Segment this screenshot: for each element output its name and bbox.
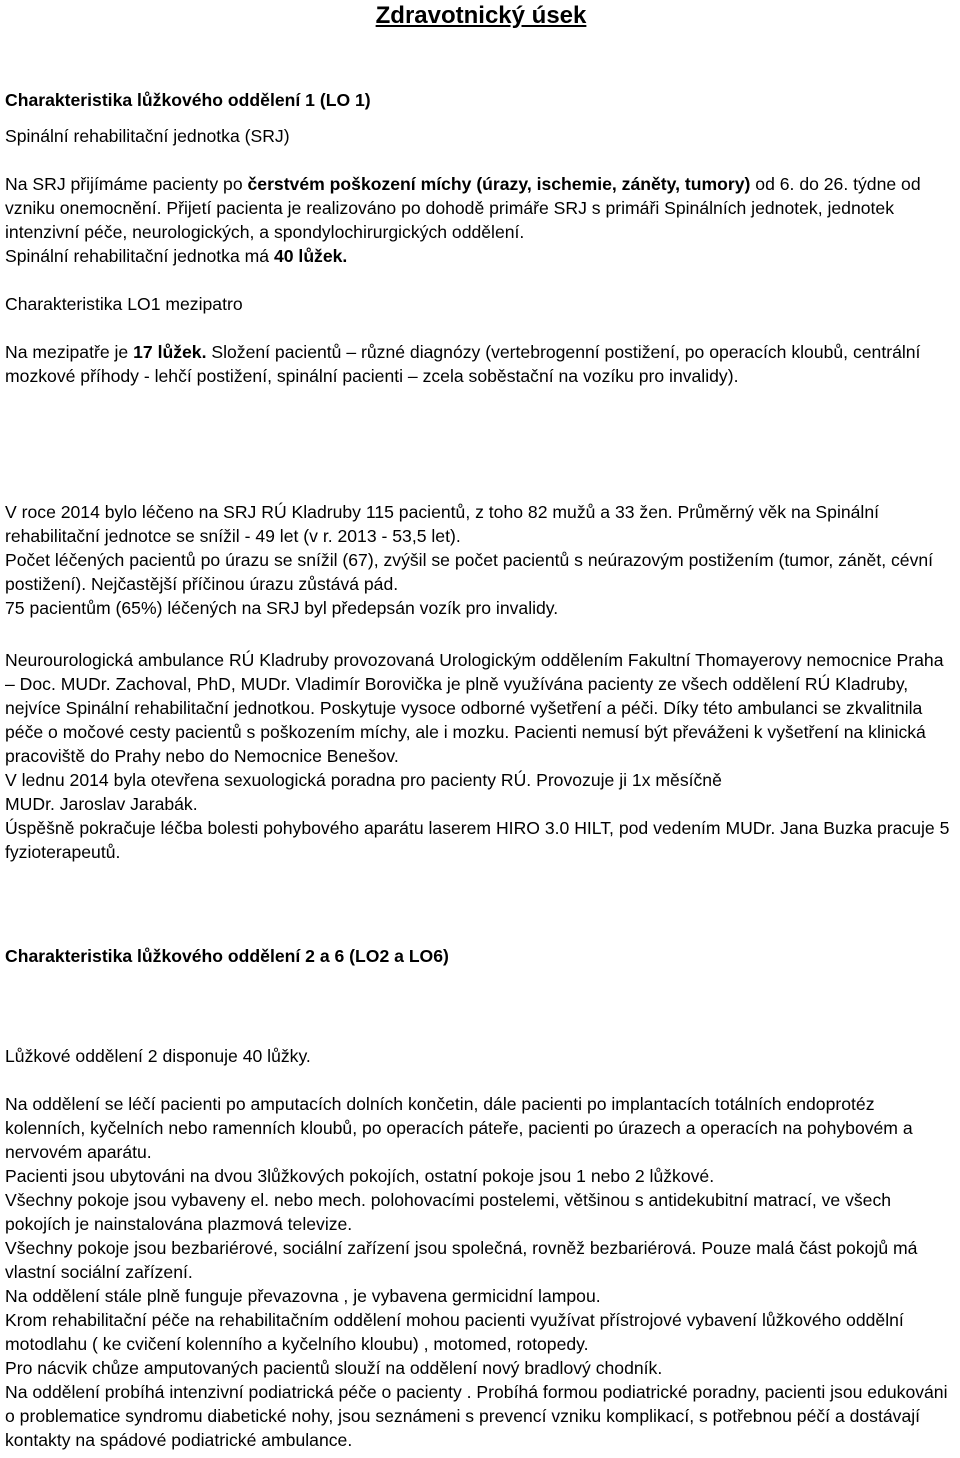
lo2-line: Pacienti jsou ubytováni na dvou 3lůžkových pokojích, ostatní pokoje jsou 1 nebo 2 lůžkové. xyxy=(5,1166,715,1186)
intro-text-bold: čerstvém poškození míchy (úrazy, ischemie, záněty, tumory) xyxy=(247,174,751,194)
intro-text-c: od 6. do 26. týdne od vzniku onemocnění. xyxy=(5,174,921,218)
mezipatro-text-c: Složení pacientů – různé diagnózy (vertebrogenní postižení, po operacích kloubů, centrální mozkové příhody - lehčí postižení, spinální pacienti – zcela soběstační na vozíku pro invalidy). xyxy=(5,342,921,386)
neuro-paragraph-2b: MUDr. Jaroslav Jarabák. xyxy=(5,794,198,814)
neuro-paragraph-2a: V lednu 2014 byla otevřena sexuologická poradna pro pacienty RÚ. Provozuje ji 1x měsíčně xyxy=(5,770,722,790)
beds-count: 40 lůžek. xyxy=(273,246,348,266)
lo2-line: Krom rehabilitační péče na rehabilitačním oddělení mohou pacienti využívat přístrojové vybavení lůžkového oddělní motodlahu ( ke cvičení kolenního a kyčelního kloubu) , motomed, rotopedy. xyxy=(5,1310,904,1354)
lo2-description xyxy=(5,1092,957,1452)
lo1-intro-paragraph xyxy=(5,172,957,268)
beds-text: Spinální rehabilitační jednotka má xyxy=(5,246,274,266)
lo2-line: Všechny pokoje jsou bezbariérové, sociální zařízení jsou společná, rovněž bezbariérová. Pouze malá část pokojů má vlastní sociální zařízení. xyxy=(5,1238,918,1282)
lo2-line: Na oddělení probíhá intenzivní podiatrická péče o pacienty . Probíhá formou podiatrické poradny, pacienti jsou edukováni o problematice syndromu diabetické nohy, jsou seznámeni s prevencí vzniku komplikací, s potřebnou péčí a dostávají kontakty na spádové podiatrické ambulance. xyxy=(5,1382,948,1450)
lo2-line: Všechny pokoje jsou vybaveny el. nebo mech. polohovacími postelemi, většinou s antidekubitní matrací, ve všech pokojích je nainstalována plazmová televize. xyxy=(5,1190,892,1234)
mezipatro-paragraph xyxy=(5,340,957,388)
stats-paragraph-1: V roce 2014 bylo léčeno na SRJ RÚ Kladruby 115 pacientů, z toho 82 mužů a 33 žen. Průměrný věk na Spinální rehabilitační jednotce se snížil - 49 let (v r. 2013 - 53,5 let). xyxy=(5,502,880,546)
lo1-heading: Charakteristika lůžkového oddělení 1 (LO 1) xyxy=(5,90,371,110)
srj-subtitle: Spinální rehabilitační jednotka (SRJ) xyxy=(5,126,290,146)
mezipatro-title: Charakteristika LO1 mezipatro xyxy=(5,294,243,314)
mezipatro-text-a: Na mezipatře je xyxy=(5,342,134,362)
statistics-section xyxy=(5,500,957,620)
lo2-heading: Charakteristika lůžkového oddělení 2 a 6 (LO2 a LO6) xyxy=(5,946,449,966)
neurourology-section xyxy=(5,648,957,864)
stats-paragraph-2: Počet léčených pacientů po úrazu se snížil (67), zvýšil se počet pacientů s neúrazovým postižením (tumor, zánět, cévní postižení). Nejčastější příčinou úrazu zůstává pád. xyxy=(5,550,934,594)
intro-text-d: Přijetí pacienta je realizováno po dohodě primáře SRJ s primáři Spinálních jednotek, jednotek intenzivní péče, neurologických, a spondylochirurgických oddělení. xyxy=(5,198,894,242)
neuro-paragraph-1: Neurourologická ambulance RÚ Kladruby provozovaná Urologickým oddělením Fakultní Thomayerovy nemocnice Praha – Doc. MUDr. Zachoval, PhD, MUDr. Vladimír Borovička je plně využívána pacienty ze všech oddělení RÚ Kladruby, nejvíce Spinální rehabilitační jednotkou. Poskytuje vysoce odborné vyšetření a péči. Díky této ambulanci se zkvalitnila péče o močové cesty pacientů s poškozením míchy, ale i mozku. Pacienti nemusí být převáženi k vyšetření na klinická pracoviště do Prahy nebo do Nemocnice Benešov. xyxy=(5,650,944,766)
lo2-line: Na oddělení stále plně funguje převazovna , je vybavena germicidní lampou. xyxy=(5,1286,601,1306)
lo2-line: Na oddělení se léčí pacienti po amputacích dolních končetin, dále pacienti po implantacích totálních endoprotéz kolenních, kyčelních nebo ramenních kloubů, po operacích páteře, pacienti po úrazech a operacích na pohybovém a nervovém aparátu. xyxy=(5,1094,913,1162)
intro-text-a: Na SRJ přijímáme pacienty po xyxy=(5,174,248,194)
neuro-paragraph-3: Úspěšně pokračuje léčba bolesti pohybového aparátu laserem HIRO 3.0 HILT, pod vedením MUDr. Jana Buzka pracuje 5 fyzioterapeutů. xyxy=(5,818,950,862)
stats-paragraph-3: 75 pacientům (65%) léčených na SRJ byl předepsán vozík pro invalidy. xyxy=(5,598,559,618)
page-title: Zdravotnický úsek xyxy=(375,2,587,29)
lo2-beds: Lůžkové oddělení 2 disponuje 40 lůžky. xyxy=(5,1046,311,1066)
mezipatro-beds: 17 lůžek. xyxy=(133,342,207,362)
lo2-line: Pro nácvik chůze amputovaných pacientů slouží na oddělení nový bradlový chodník. xyxy=(5,1358,663,1378)
